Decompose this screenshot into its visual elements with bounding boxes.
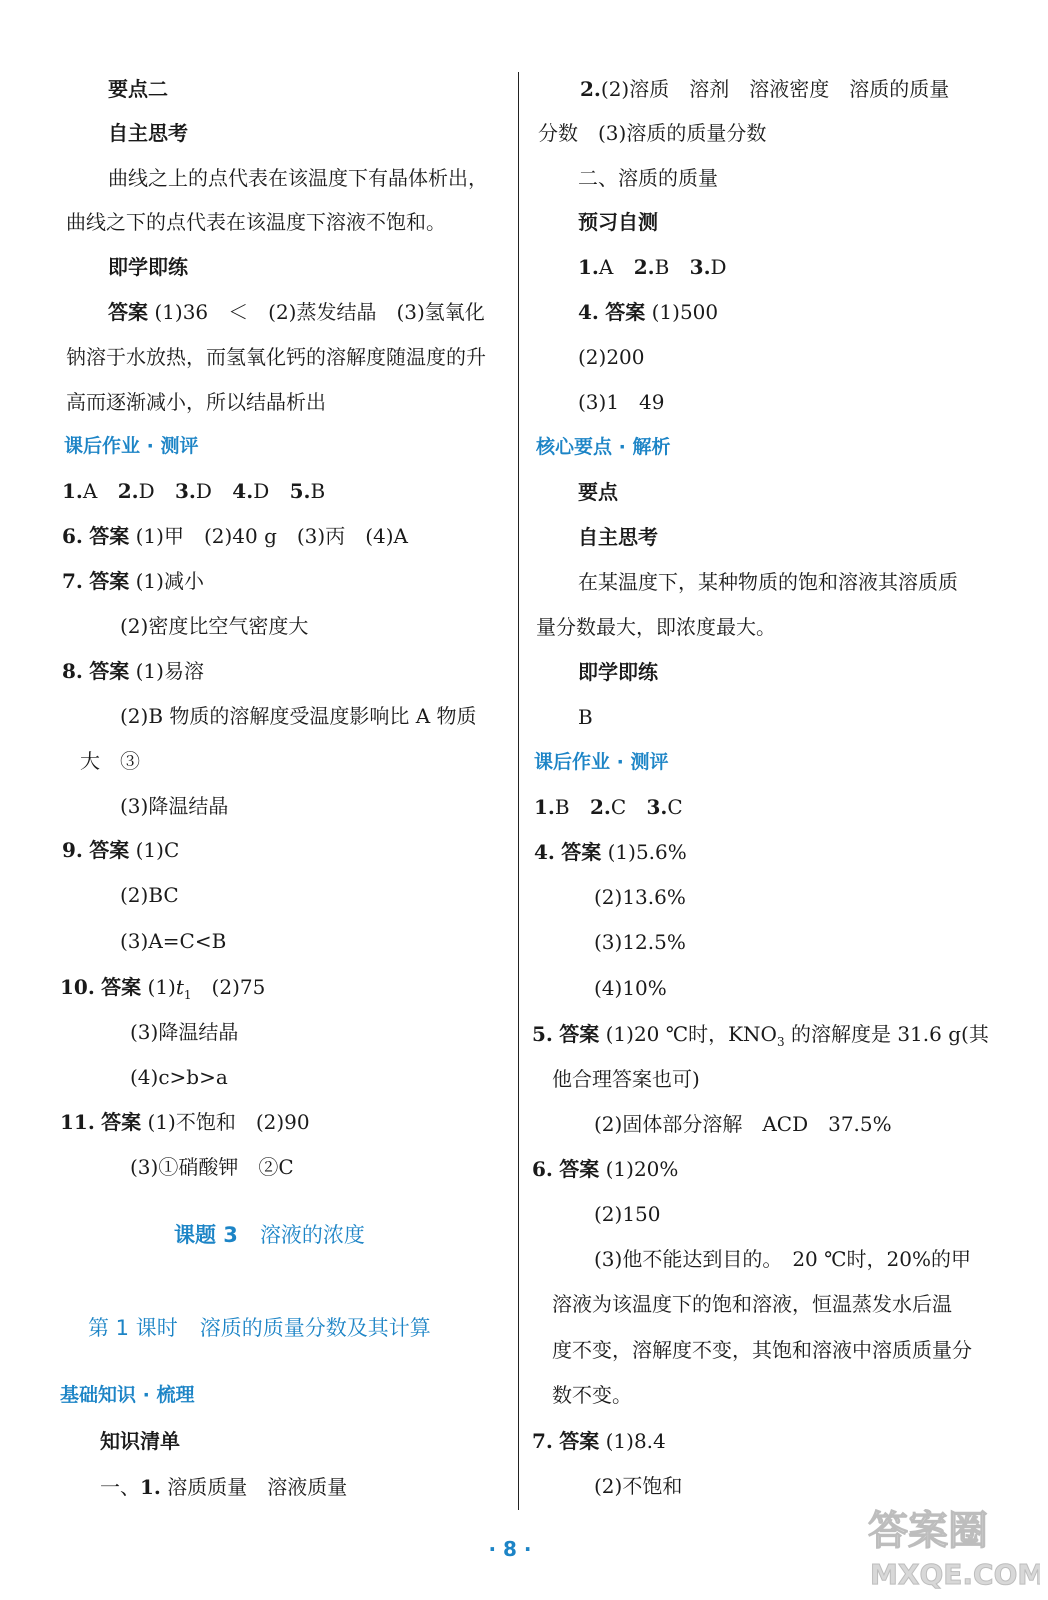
period-name: 溶质的质量分数及其计算 [199,1316,431,1340]
answer-text: (2)13.6% [594,885,686,909]
answer-q5 [532,1021,989,1055]
answer-label: 答案 [559,1022,600,1046]
answer-text: (1)不饱和 (2)90 [147,1110,310,1134]
choice-answer: A [598,255,614,279]
answer-label: 答案 [89,659,130,683]
answer-q7 [62,568,204,594]
section-title-homework: 课后作业 · 测评 [64,435,199,457]
answer-text: (1)甲 (2)40 g (3)丙 (4)A [135,524,408,548]
question-number: 5. [532,1022,553,1046]
choice-answer: D [195,479,212,503]
answer-q10 [60,974,265,1008]
answer-text: B [578,705,593,729]
section-title-core: 核心要点 · 解析 [536,436,671,458]
question-number: 3. [175,479,196,503]
answer-label: 答案 [89,838,130,862]
answer-line [108,299,485,325]
watermark-cn-text: 答案圈 [868,1508,988,1554]
answer-text: 数不变。 [552,1383,632,1407]
text-line [100,1474,347,1500]
question-number: 3. [689,255,711,279]
answer-text: (2)B 物质的溶解度受温度影响比 A 物质 [120,704,477,728]
answer-text: (2)75 [191,975,266,999]
question-number: 2. [633,255,655,279]
answer-row-1-3 [534,794,683,820]
answer-text: 度不变，溶解度不变，其饱和溶液中溶质质量分 [552,1338,972,1362]
answer-label: 答案 [559,1429,600,1453]
answer-text: 大 ③ [80,749,140,773]
choice-answer: A [82,479,98,503]
section-title-basics: 基础知识 · 梳理 [60,1384,195,1406]
choice-answer: C [667,795,683,819]
answer-text: (1)减小 [135,569,204,593]
answer-text: (2)不饱和 [594,1474,683,1498]
question-number: 7. [532,1429,553,1453]
answer-text: (2)200 [578,345,645,369]
text-line [580,76,949,102]
answer-label: 答案 [108,300,148,324]
question-number: 1. [534,795,555,819]
watermark-logo [860,1500,1040,1595]
column-divider [518,72,519,1510]
answer-q11 [60,1109,310,1135]
answer-q4 [534,839,687,865]
answer-text: (2)150 [594,1202,661,1226]
choice-answer: B [554,795,570,819]
answer-text: (1)500 [651,300,719,324]
answer-label: 答案 [89,569,130,593]
question-number: 5. [289,479,311,503]
answer-label: 答案 [89,524,130,548]
heading-practice: 即学即练 [578,660,658,684]
question-number: 1. [578,255,599,279]
answer-text: 溶液为该温度下的饱和溶液，恒温蒸发水后温 [552,1292,952,1316]
answer-row-1-3 [578,254,727,280]
heading-self-think: 自主思考 [108,121,188,145]
answer-label: 答案 [605,300,646,324]
heading-practice: 即学即练 [108,255,188,279]
answer-label: 答案 [561,840,602,864]
text-line: 在某温度下，某种物质的饱和溶液其溶质质 [578,570,958,594]
choice-answer: D [253,479,270,503]
item-number: 2. [580,77,601,101]
heading-self-think: 自主思考 [578,525,658,549]
answer-text: (3)A=C<B [120,929,227,953]
answer-text: (1)20 ℃时，KNO [605,1022,777,1046]
answer-label: 答案 [101,1110,142,1134]
answer-row-1-5 [62,478,325,504]
text-line: 曲线之下的点代表在该温度下溶液不饱和。 [66,210,446,234]
period-title [88,1315,431,1341]
answer-text: (2)BC [120,883,179,907]
question-number: 4. [534,840,555,864]
answer-q9 [62,837,179,863]
choice-answer: C [610,795,627,819]
question-number: 9. [62,838,83,862]
answer-text: (3)12.5% [594,930,686,954]
lesson-title [174,1222,365,1248]
heading-knowledge-list: 知识清单 [100,1429,180,1453]
answer-text: (1)8.4 [605,1429,666,1453]
period-number: 第 1 课时 [88,1316,178,1340]
item-text: 溶质质量 溶液质量 [167,1475,348,1499]
answer-text: (1)5.6% [607,840,687,864]
question-number: 6. [62,524,83,548]
answer-q8 [62,658,204,684]
heading-key-point: 要点 [578,480,618,504]
page-number: · 8 · [488,1537,532,1561]
answer-text: (3)降温结晶 [130,1020,239,1044]
answer-q6 [532,1156,678,1182]
question-number: 11. [60,1110,95,1134]
text-line: 钠溶于水放热，而氢氧化钙的溶解度随温度的升 [66,345,486,369]
text-line: 量分数最大，即浓度最大。 [536,615,776,639]
question-number: 10. [60,975,95,999]
item-text: (2)溶质 溶剂 溶液密度 溶质的质量 [600,77,950,101]
text-line: 分数 (3)溶质的质量分数 [538,121,767,145]
item-prefix: 一、 [100,1475,140,1499]
section-title-homework: 课后作业 · 测评 [534,751,669,773]
answer-text: (2)密度比空气密度大 [120,614,309,638]
text-line: 高而逐渐减小，所以结晶析出 [66,390,326,414]
question-number: 2. [117,479,139,503]
answer-text: (2)固体部分溶解 ACD 37.5% [594,1112,892,1136]
question-number: 4. [578,300,599,324]
choice-answer: D [138,479,155,503]
answer-text: (1)36 ＜ (2)蒸发结晶 (3)氢氧化 [154,300,485,324]
answer-text: (1)易溶 [135,659,204,683]
text-line: 曲线之上的点代表在该温度下有晶体析出， [108,166,488,190]
answer-text: (4)10% [594,976,667,1000]
question-number: 4. [232,479,254,503]
text-line: 二、溶质的质量 [578,166,718,190]
watermark-url-text: MXQE.COM [870,1558,1040,1591]
answer-text: (3)①硝酸钾 ②C [130,1155,294,1179]
answer-text: 他合理答案也可) [552,1067,700,1091]
watermark-graphic [860,1500,1040,1595]
question-number: 3. [646,795,668,819]
question-number: 2. [589,795,611,819]
item-number: 1. [140,1475,161,1499]
subscript: 1 [183,988,192,1002]
lesson-name: 溶液的浓度 [259,1223,365,1247]
answer-q7 [532,1428,666,1454]
question-number: 6. [532,1157,553,1181]
answer-q6 [62,523,408,549]
answer-text: (1)C [135,838,180,862]
answer-text: (3)降温结晶 [120,794,229,818]
choice-answer: B [654,255,670,279]
answer-text: (1) [147,975,176,999]
answer-text: (3)他不能达到目的。 20 ℃时，20%的甲 [594,1247,971,1271]
choice-answer: B [310,479,326,503]
choice-answer: D [710,255,727,279]
answer-label: 答案 [559,1157,600,1181]
answer-text: (1)20% [605,1157,679,1181]
answer-text: (4)c>b>a [130,1065,228,1089]
answer-text: 的溶解度是 31.6 g(其 [784,1022,989,1046]
lesson-number: 课题 3 [174,1223,238,1247]
question-number: 8. [62,659,83,683]
answer-label: 答案 [101,975,142,999]
answer-q4 [578,299,718,325]
question-number: 7. [62,569,83,593]
heading-preview-test: 预习自测 [578,210,658,234]
subscript: 3 [776,1035,785,1049]
heading-key-point-2: 要点二 [108,77,168,101]
answer-text: (3)1 49 [578,390,665,414]
question-number: 1. [62,479,83,503]
variable-t: t [175,975,184,999]
